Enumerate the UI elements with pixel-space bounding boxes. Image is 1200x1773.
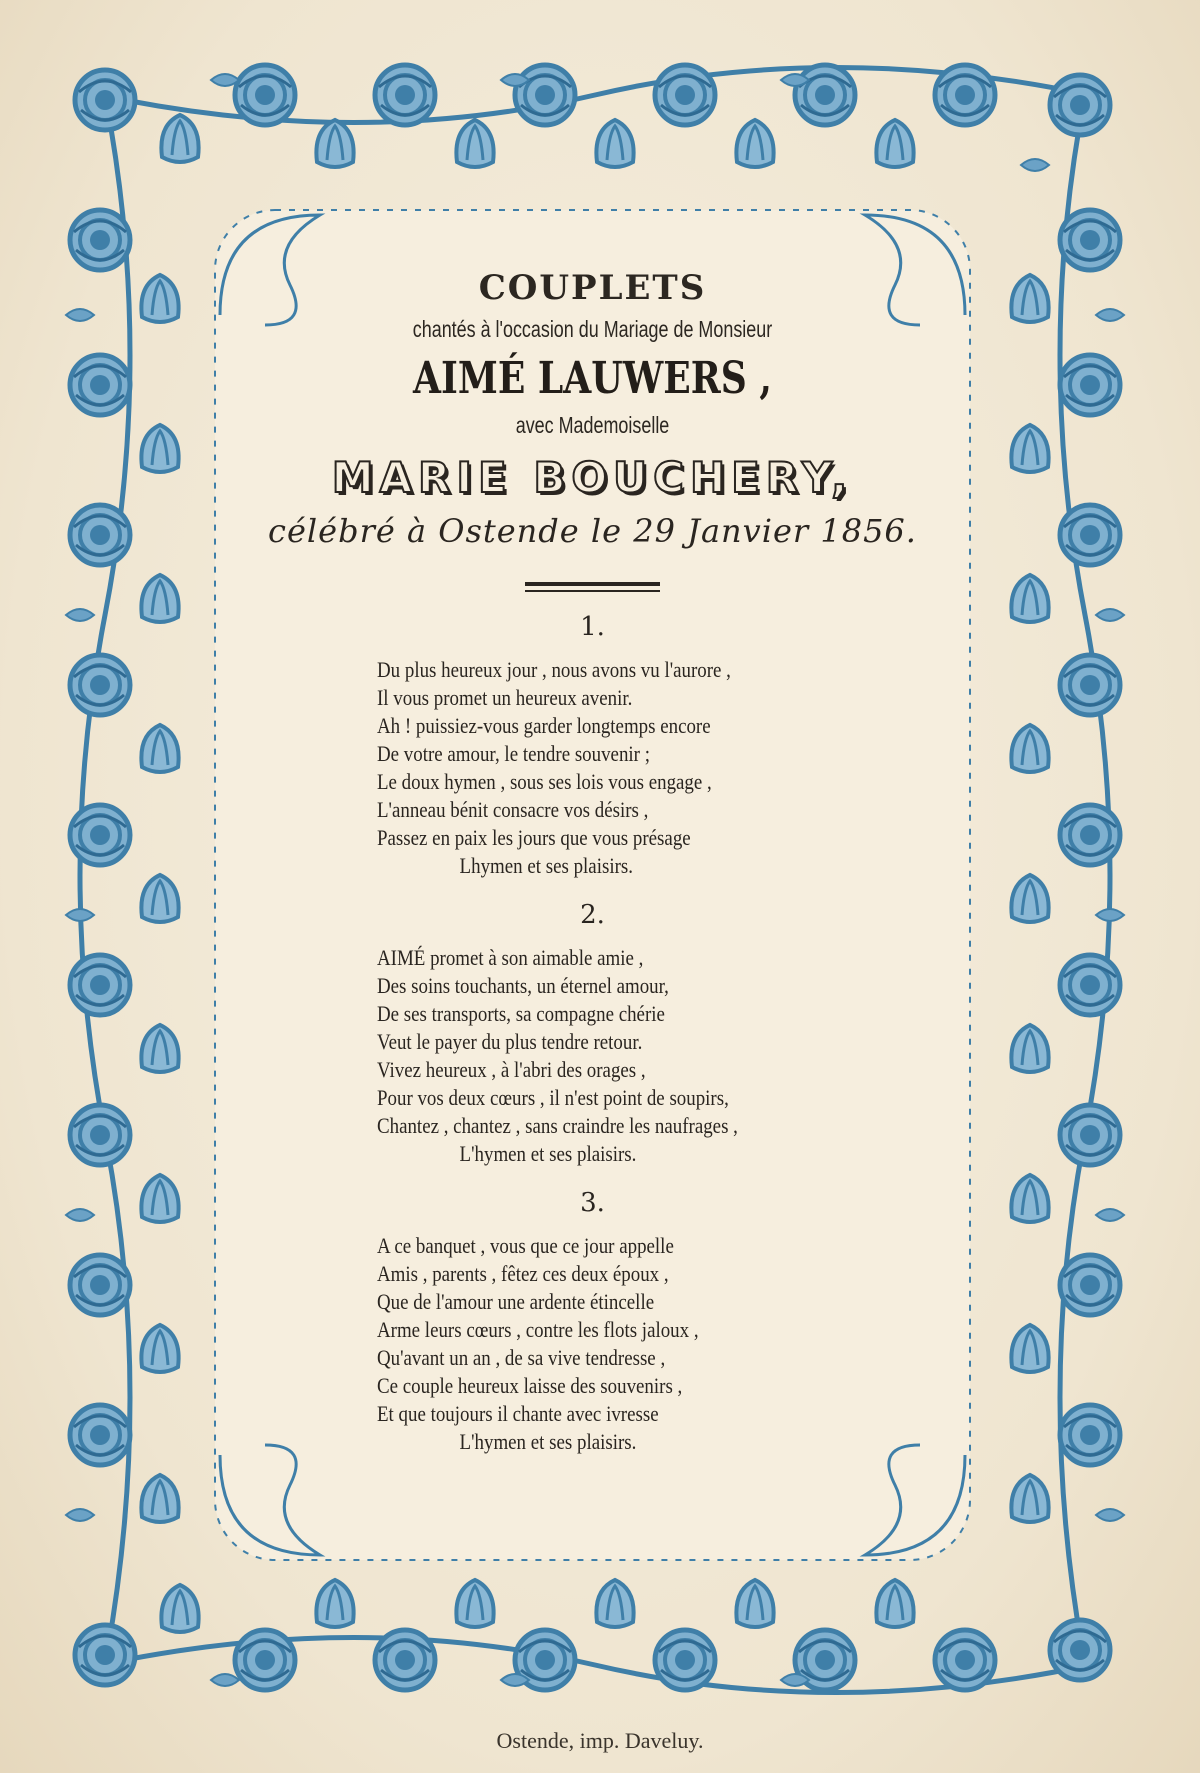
verse-line: De votre amour, le tendre souvenir ; — [377, 741, 650, 766]
celebration-line: célébré à Ostende le 29 Janvier 1856. — [268, 512, 917, 550]
document-title: COUPLETS — [478, 268, 707, 308]
verse-2 — [215, 944, 970, 1168]
verse-line: Amis , parents , fêtez ces deux époux , — [377, 1261, 669, 1286]
verse-1 — [215, 656, 970, 880]
verse-line: Chantez , chantez , sans craindre les naufrages , — [377, 1113, 738, 1138]
verse-refrain: L'hymen et ses plaisirs. — [459, 1141, 637, 1166]
verse-3 — [215, 1232, 970, 1456]
verse-line: Et que toujours il chante avec ivresse — [377, 1401, 659, 1426]
verse-line: A ce banquet , vous que ce jour appelle — [377, 1233, 674, 1258]
verse-line: Passez en paix les jours que vous présage — [377, 825, 691, 850]
printer-imprint: Ostende, imp. Daveluy. — [496, 1728, 704, 1753]
groom-name: AIMÉ LAUWERS , — [413, 353, 772, 404]
verse-line: Veut le payer du plus tendre retour. — [377, 1029, 643, 1054]
verse-line: Que de l'amour une ardente étincelle — [377, 1289, 655, 1314]
double-rule-divider — [525, 582, 660, 592]
verse-refrain: L'hymen et ses plaisirs. — [459, 1429, 637, 1454]
verse-line: L'anneau bénit consacre vos désirs , — [377, 797, 649, 822]
verse-line: Arme leurs cœurs , contre les flots jaloux , — [377, 1317, 699, 1342]
with-miss-line: avec Mademoiselle — [515, 412, 670, 438]
occasion-line: chantés à l'occasion du Mariage de Monsieur — [412, 316, 773, 342]
verse-line: Vivez heureux , à l'abri des orages , — [377, 1057, 646, 1082]
verse-number: 3. — [580, 1188, 605, 1218]
verse-line: Ce couple heureux laisse des souvenirs , — [377, 1373, 683, 1398]
verse-line: Il vous promet un heureux avenir. — [377, 685, 633, 710]
verse-line: Qu'avant un an , de sa vive tendresse , — [377, 1345, 666, 1370]
verse-line: Du plus heureux jour , nous avons vu l'aurore , — [377, 657, 731, 682]
verse-line: Le doux hymen , sous ses lois vous engage , — [377, 769, 712, 794]
bride-name: MARIE BOUCHERY, — [331, 453, 854, 502]
verse-refrain: Lhymen et ses plaisirs. — [459, 853, 633, 878]
verse-number: 1. — [580, 612, 605, 642]
verse-line: AIMÉ promet à son aimable amie , — [377, 945, 644, 970]
verse-line: Ah ! puissiez-vous garder longtemps encore — [377, 713, 711, 738]
verse-line: Pour vos deux cœurs , il n'est point de soupirs, — [377, 1085, 729, 1110]
poem-sheet — [215, 268, 970, 1456]
verse-line: De ses transports, sa compagne chérie — [377, 1001, 665, 1026]
verse-line: Des soins touchants, un éternel amour, — [377, 973, 669, 998]
verse-number: 2. — [580, 900, 605, 930]
